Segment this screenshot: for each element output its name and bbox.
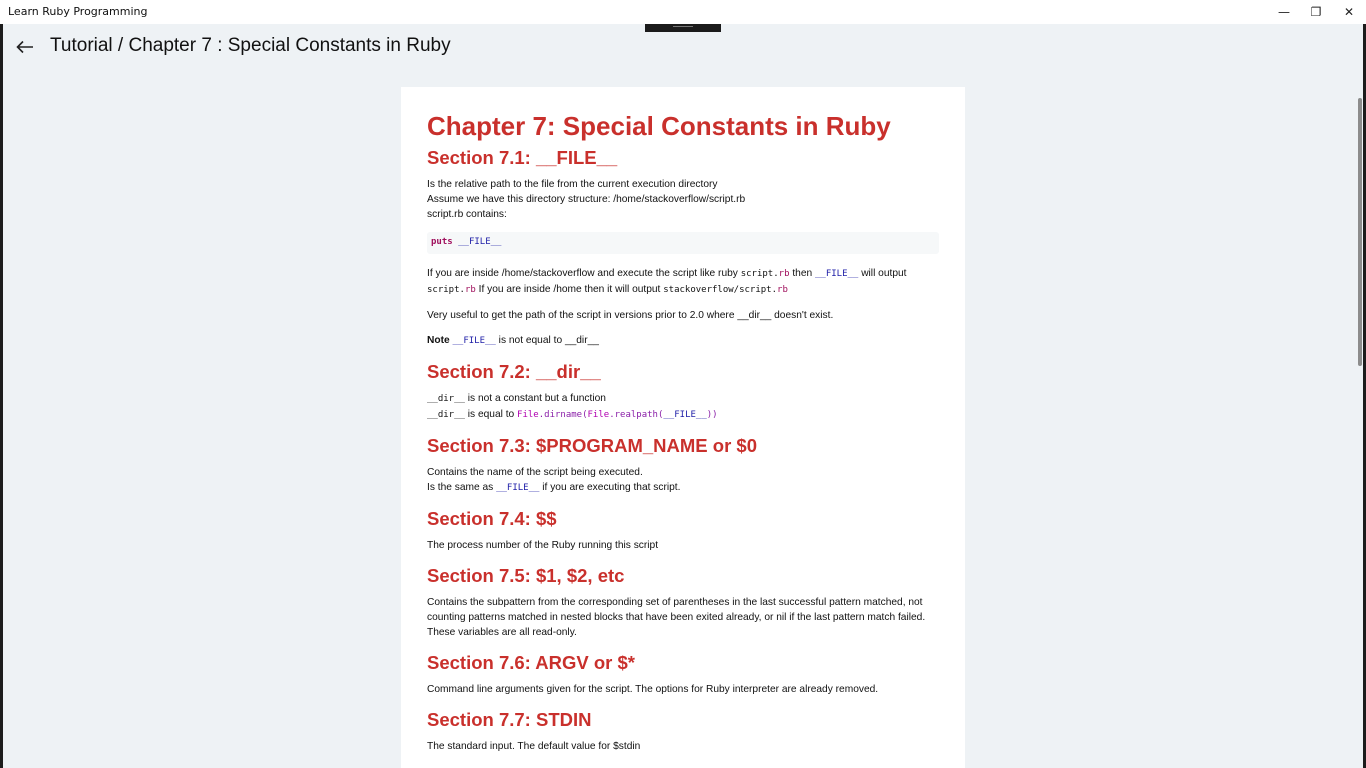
window-left-border <box>0 24 3 768</box>
section-7-7-heading: Section 7.7: STDIN <box>427 709 592 730</box>
section-7-2-heading: Section 7.2: __dir__ <box>427 361 601 382</box>
note-label: Note <box>427 335 450 346</box>
inline-code: rb <box>464 285 476 295</box>
inline-code: File <box>517 410 539 420</box>
text-line: These variables are all read-only. <box>427 627 577 638</box>
section-7-1-intro <box>427 177 939 222</box>
app-title: Learn Ruby Programming <box>8 5 148 18</box>
section-7-5-heading: Section 7.5: $1, $2, etc <box>427 565 625 586</box>
section-7-6-body: Command line arguments given for the script. The options for Ruby interpreter are already removed. <box>427 684 879 695</box>
section-7-5-body <box>427 595 939 640</box>
inline-code: script. <box>427 285 465 295</box>
inline-code: rb <box>778 269 790 279</box>
code-keyword: puts <box>431 237 453 247</box>
section-7-3-body <box>427 465 939 496</box>
section-7-6-heading: Section 7.6: ARGV or $* <box>427 652 636 673</box>
text-line: Assume we have this directory structure: /home/stackoverflow/script.rb <box>427 194 746 205</box>
title-bar <box>0 0 1366 24</box>
text: is equal to <box>464 409 518 420</box>
section-7-4-body: The process number of the Ruby running this script <box>427 540 659 551</box>
text-line: Contains the subpattern from the corresponding set of parentheses in the last successful pattern matched, not <box>427 597 923 608</box>
minimize-icon: — <box>1278 5 1290 19</box>
inline-code: stackoverflow/script. <box>663 285 778 295</box>
text: If you are inside /home then it will output <box>475 284 664 295</box>
text: if you are executing that script. <box>539 482 681 493</box>
text-line: script.rb contains: <box>427 209 507 220</box>
inline-code: .realpath( <box>609 410 664 420</box>
section-7-3-heading: Section 7.3: $PROGRAM_NAME or $0 <box>427 435 757 456</box>
inline-code: __dir__ <box>427 410 465 420</box>
text: then <box>789 268 815 279</box>
section-7-4-heading: Section 7.4: $$ <box>427 508 557 529</box>
section-7-2-body <box>427 391 939 423</box>
text-line: counting patterns matched in nested blocks that have been exited already, or nil if the last pattern match failed. <box>427 612 926 623</box>
article-card <box>401 87 965 768</box>
vertical-scrollbar[interactable] <box>1358 98 1362 366</box>
section-7-1-note <box>427 333 939 349</box>
arrow-left-icon <box>16 40 34 54</box>
text: is not a constant but a function <box>464 393 606 404</box>
close-button[interactable] <box>1333 0 1365 24</box>
text: If you are inside /home/stackoverflow and execute the script like ruby <box>427 268 741 279</box>
text-line: Contains the name of the script being executed. <box>427 467 643 478</box>
close-icon: ✕ <box>1343 5 1355 19</box>
text-line: Is the relative path to the file from the current execution directory <box>427 179 718 190</box>
minimize-button[interactable] <box>1268 0 1300 24</box>
section-7-1-heading: Section 7.1: __FILE__ <box>427 147 618 168</box>
back-button[interactable] <box>10 34 40 60</box>
chapter-title: Chapter 7: Special Constants in Ruby <box>427 111 891 141</box>
inline-code: __dir__ <box>427 394 465 404</box>
inline-code: File <box>587 410 610 420</box>
app-header <box>4 28 1362 68</box>
page-title: Tutorial / Chapter 7 : Special Constants in Ruby <box>50 35 451 56</box>
inline-code: __FILE__ <box>815 269 859 279</box>
inline-code: )) <box>706 410 718 420</box>
restore-icon: ❐ <box>1310 5 1322 19</box>
inline-code: __FILE__ <box>452 336 496 346</box>
restore-button[interactable] <box>1300 0 1332 24</box>
inline-code: rb <box>777 285 788 295</box>
inline-code: __FILE__ <box>496 483 540 493</box>
section-7-1-paragraph-2: Very useful to get the path of the script in versions prior to 2.0 where __dir__ doesn't exist. <box>427 310 834 321</box>
text: is not equal to __dir__ <box>495 335 599 346</box>
inline-code: .dirname( <box>538 410 588 420</box>
inline-code: script. <box>740 269 779 279</box>
code-block <box>427 232 939 254</box>
text: Is the same as <box>427 482 497 493</box>
section-7-1-paragraph <box>427 266 939 298</box>
code-constant: __FILE__ <box>458 237 502 247</box>
text: will output <box>858 268 907 279</box>
inline-code: __FILE__ <box>663 410 707 420</box>
section-7-7-body: The standard input. The default value for $stdin <box>427 741 641 752</box>
